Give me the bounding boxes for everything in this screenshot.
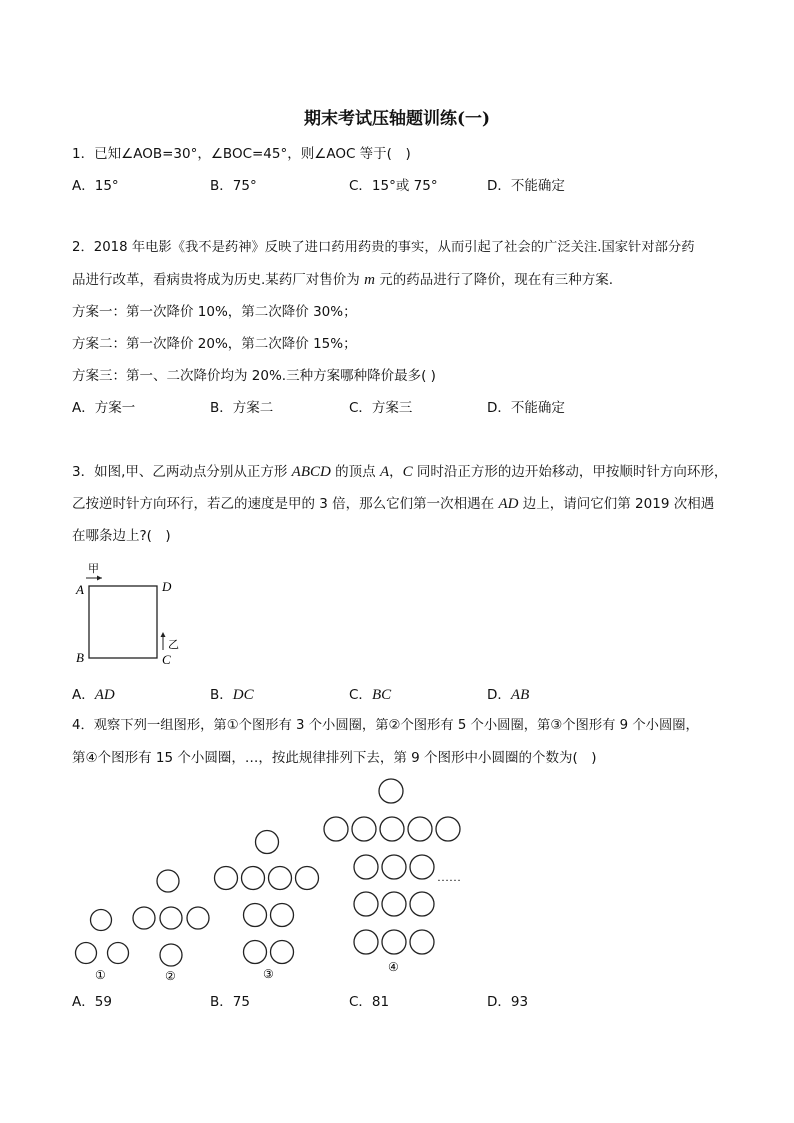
label-jia: 甲: [88, 563, 99, 575]
circle-pattern-figure: [60, 770, 480, 985]
small-circle: [133, 907, 155, 929]
figure-label-4: ④: [388, 960, 399, 974]
small-circle: [436, 817, 460, 841]
small-circle: [382, 930, 406, 954]
question-3-line-2: [72, 494, 714, 514]
q3-option-a-value: AD: [94, 687, 115, 703]
vertex-b-label: B: [76, 650, 84, 665]
q1-option-d: D．不能确定: [487, 178, 565, 194]
question-4-line-1: 4．观察下列一组图形，第①个图形有 3 个小圆圈，第②个图形有 5 个小圆圈，第③个图形有 9 个小圆圈，: [72, 718, 699, 733]
small-circle: [354, 892, 378, 916]
q4-option-c: C．81: [349, 994, 390, 1010]
yi-arrowhead-icon: [161, 632, 166, 637]
figure-label-1: ①: [95, 968, 106, 982]
q1-option-c: C．15°或 75°: [349, 178, 438, 194]
q3-option-a-letter: A．: [72, 687, 95, 703]
small-circle: [352, 817, 376, 841]
q2-option-d: D．不能确定: [487, 400, 565, 416]
q3-option-c-letter: C．: [349, 687, 372, 703]
small-circle: [242, 867, 265, 890]
small-circle: [382, 855, 406, 879]
small-circle: [410, 930, 434, 954]
q4-option-b: B．75: [210, 994, 250, 1010]
figure-label-2: ②: [165, 969, 176, 983]
vertex-d-label: D: [162, 579, 172, 594]
small-circle: [354, 930, 378, 954]
q3-option-c-value: BC: [371, 687, 392, 703]
q3-line-2-text-b: 边上，请问它们第 2019 次相遇: [518, 496, 715, 512]
q3-line-2-text-a: 乙按逆时针方向环行，若乙的速度是甲的 3 倍，那么它们第一次相遇在: [72, 496, 499, 512]
small-circle: [410, 892, 434, 916]
small-circle: [157, 870, 179, 892]
q3-variable-ad: AD: [498, 496, 519, 512]
question-2-plan-2: 方案二：第一次降价 20%，第二次降价 15%；: [72, 336, 357, 352]
q2-line-2-text-b: 元的药品进行了降价，现在有三种方案.: [374, 272, 614, 288]
question-3-line-1: [72, 462, 727, 482]
small-circle: [410, 855, 434, 879]
q4-option-d: D．93: [487, 994, 529, 1010]
q3-line-1-text-b: 的顶点: [330, 464, 380, 480]
small-circle: [271, 941, 294, 964]
q2-option-c: C．方案三: [349, 400, 413, 416]
q3-variable-a: A: [379, 464, 390, 480]
small-circle: [271, 904, 294, 927]
q2-option-b: B．方案二: [210, 400, 274, 416]
small-circle: [244, 941, 267, 964]
small-circle: [256, 831, 279, 854]
q3-variable-abcd: ABCD: [291, 464, 331, 480]
question-2-plan-1: 方案一：第一次降价 10%，第二次降价 30%；: [72, 304, 357, 320]
q3-option-b: [210, 685, 254, 705]
q2-option-a: A．方案一: [72, 400, 136, 416]
jia-arrowhead-icon: [97, 576, 102, 581]
q3-line-1-text-a: 3．如图,甲、乙两动点分别从正方形: [72, 464, 292, 480]
square-abcd: [89, 586, 157, 658]
q1-option-b: B．75°: [210, 178, 257, 194]
small-circle: [382, 892, 406, 916]
small-circle: [91, 910, 112, 931]
question-4-line-2: 第④个图形有 15 个小圆圈，…，按此规律排列下去，第 9 个图形中小圆圈的个数为( ): [72, 750, 597, 766]
small-circle: [269, 867, 292, 890]
small-circle: [244, 904, 267, 927]
question-2-line-2: [72, 270, 613, 290]
small-circle: [160, 944, 182, 966]
small-circle: [76, 943, 97, 964]
small-circle: [379, 779, 403, 803]
q3-option-b-value: DC: [232, 687, 254, 703]
small-circle: [408, 817, 432, 841]
square-figure: [68, 558, 188, 670]
q2-line-2-text-a: 品进行改革，看病贵将成为历史.某药厂对售价为: [72, 272, 365, 288]
q3-option-c: [349, 685, 391, 705]
q3-variable-c: C: [402, 464, 413, 480]
question-2-line-1: 2．2018 年电影《我不是药神》反映了进口药用药贵的事实，从而引起了社会的广泛关注.国家针对部分药: [72, 240, 695, 255]
question-1-stem: 1．已知∠AOB=30°，∠BOC=45°，则∠AOC 等于( ): [72, 146, 411, 162]
pattern-ellipsis: ……: [437, 870, 461, 884]
small-circle: [187, 907, 209, 929]
small-circle: [354, 855, 378, 879]
page-title: 期末考试压轴题训练(一): [303, 109, 491, 129]
question-2-plan-3: 方案三：第一、二次降价均为 20%.三种方案哪种降价最多( ): [72, 368, 436, 384]
label-yi: 乙: [168, 639, 179, 651]
q2-variable-m: m: [364, 272, 375, 288]
vertex-a-label: A: [76, 582, 84, 597]
vertex-c-label: C: [162, 652, 171, 667]
q3-option-d: [487, 685, 529, 705]
small-circle: [324, 817, 348, 841]
q4-option-a: A．59: [72, 994, 112, 1010]
small-circle: [215, 867, 238, 890]
small-circle: [296, 867, 319, 890]
q3-line-1-text-d: 同时沿正方形的边开始移动，甲按顺时针方向环形，: [412, 464, 728, 480]
question-3-line-3: 在哪条边上?( ): [72, 528, 171, 544]
q3-option-a: [72, 685, 115, 705]
q3-option-d-letter: D．: [487, 687, 511, 703]
q3-option-b-letter: B．: [210, 687, 233, 703]
q3-option-d-value: AB: [510, 687, 530, 703]
q1-option-a: A．15°: [72, 178, 119, 194]
small-circle: [380, 817, 404, 841]
figure-label-3: ③: [263, 967, 274, 981]
small-circle: [160, 907, 182, 929]
small-circle: [108, 943, 129, 964]
q3-line-1-text-c: ，: [389, 464, 403, 480]
